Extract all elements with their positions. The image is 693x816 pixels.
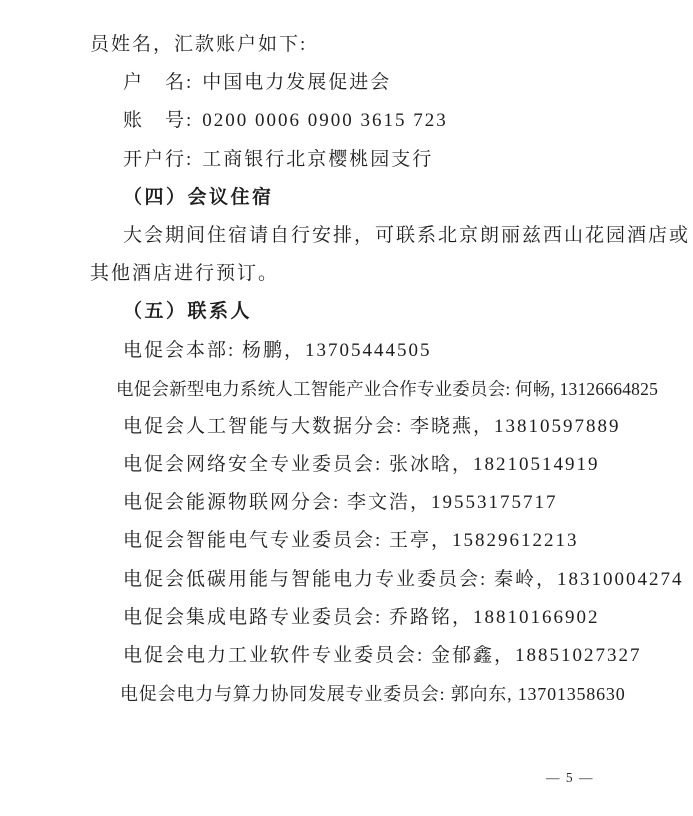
contact-list [90,332,684,714]
account-number-label: 账 号: [123,110,194,132]
account-name-line [90,64,633,102]
account-name-value: 中国电力发展促进会 [202,72,392,94]
section-accommodation-heading: （四）会议住宿 [123,186,274,208]
contact-line: 电促会人工智能与大数据分会: 李晓燕，13810597889 [123,415,621,437]
contact-line: 电促会智能电气专业委员会: 王亭，15829612213 [123,530,579,552]
document-body [90,26,691,713]
contact-line: 电促会低碳用能与智能电力专业委员会: 秦岭，18310004274 [123,568,684,590]
intro-line: 员姓名，汇款账户如下: [90,34,308,55]
page-number: — 5 — [546,770,594,785]
contact-line: 电促会集成电路专业委员会: 乔路铭，18810166902 [123,606,600,628]
bank-line [90,141,633,179]
contact-line: 电促会新型电力系统人工智能产业合作专业委员会: 何畅, 13126664825 [116,378,659,399]
bank-label: 开户行: [123,148,194,170]
account-number-value: 0200 0006 0900 3615 723 [202,110,448,132]
contact-line: 电促会网络安全专业委员会: 张冰晗，18210514919 [123,454,600,476]
section-contacts-heading: （五）联系人 [123,301,253,323]
contact-line: 电促会本部: 杨鹏，13705444505 [123,339,432,361]
contact-line: 电促会电力工业软件专业委员会: 金郁鑫，18851027327 [123,645,642,666]
contact-line: 电促会能源物联网分会: 李文浩，19553175717 [123,492,558,514]
bank-value: 工商银行北京樱桃园支行 [202,148,434,170]
account-number-line [90,102,633,140]
accommodation-body-line-1: 大会期间住宿请自行安排，可联系北京朗丽兹西山花园酒店或 [123,224,691,246]
account-name-label: 户 名: [123,72,194,94]
accommodation-body-line-2: 其他酒店进行预订。 [90,263,280,285]
contact-line: 电促会电力与算力协同发展专业委员会: 郭向东, 13701358630 [120,684,626,705]
